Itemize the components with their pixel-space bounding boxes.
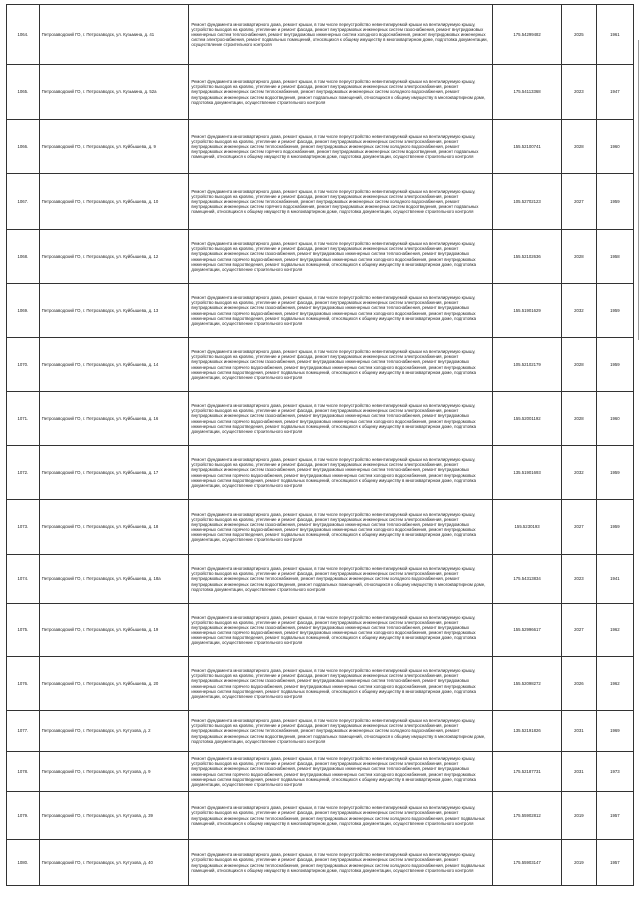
row-number: 1078. [7, 752, 40, 792]
row-built-year: 1962 [596, 604, 633, 657]
row-works-description: Ремонт фундамента многоквартирного дома, ремонт крыши, в том числе переустройство невентилируемой крыши на вентилируемую крышу, устройство выходов на кровлю, утепление и ремонт фасада, ремонт внутридомовых инженерных систем электроснабжения, ремонт внутридомовых инженерных систем газоснабжения, ремонт внутридомовых инженерных систем теплоснабжения, ремонт внутридомовых инженерных систем горячего водоснабжения, ремонт внутридомовых инженерных систем холодного водоснабжения, ремонт внутридомовых инженерных систем водоотведения, ремонт подвальных помещений, относящихся к общему имуществу в многоквартирном доме, подготовка документации, осуществление строительного контроля [189, 230, 493, 284]
row-cadastral-number: 155.52996617 [493, 604, 562, 657]
row-plan-year: 2023 [561, 65, 596, 120]
row-address: Петрозаводский ГО, г. Петрозаводск, ул. Куйбышева, д. 20 [39, 657, 189, 711]
row-address: Петрозаводский ГО, г. Петрозаводск, ул. Куйбышева, д. 10 [39, 174, 189, 230]
row-cadastral-number: 175.54299482 [493, 5, 562, 65]
table-row [7, 500, 634, 555]
table-row [7, 120, 634, 174]
row-works-description: Ремонт фундамента многоквартирного дома, ремонт крыши, в том числе переустройство невентилируемой крыши на вентилируемую крышу, устройство выходов на кровлю, утепление и ремонт фасада, ремонт внутридомовых инженерных систем электроснабжения, ремонт внутридомовых инженерных систем теплоснабжения, ремонт внутридомовых инженерных систем холодного водоснабжения, ремонт подвальных помещений, относящихся к общему имуществу в многоквартирном доме, подготовка документации, осуществление строительного контроля [189, 792, 493, 840]
row-cadastral-number: 175.55902812 [493, 792, 562, 840]
row-built-year: 1959 [596, 284, 633, 338]
row-built-year: 1959 [596, 500, 633, 555]
row-works-description: Ремонт фундамента многоквартирного дома, ремонт крыши, в том числе переустройство невентилируемой крыши на вентилируемую крышу, устройство выходов на кровлю, утепление и ремонт фасада, ремонт внутридомовых инженерных систем электроснабжения, ремонт внутридомовых инженерных систем теплоснабжения, ремонт внутридомовых инженерных систем холодного водоснабжения, ремонт внутридомовых инженерных систем водоотведения, ремонт подвальных помещений, относящихся к общему имуществу в многоквартирном доме, подготовка документации, осуществление строительного контроля [189, 711, 493, 752]
row-plan-year: 2028 [561, 338, 596, 392]
row-cadastral-number: 155.5230193 [493, 500, 562, 555]
register-sheet [6, 4, 636, 902]
row-built-year: 1957 [596, 792, 633, 840]
row-address: Петрозаводский ГО, г. Петрозаводск, ул. Кутузова, д. 9 [39, 752, 189, 792]
row-address: Петрозаводский ГО, г. Петрозаводск, ул. Кутузова, д. 39 [39, 792, 189, 840]
table-row [7, 752, 634, 792]
row-plan-year: 2031 [561, 752, 596, 792]
row-built-year: 1969 [596, 711, 633, 752]
register-table [6, 4, 634, 886]
table-row [7, 65, 634, 120]
row-plan-year: 2023 [561, 555, 596, 604]
row-built-year: 1961 [596, 5, 633, 65]
row-address: Петрозаводский ГО, г. Петрозаводск, ул. Куйбышева, д. 16 [39, 392, 189, 446]
row-works-description: Ремонт фундамента многоквартирного дома, ремонт крыши, в том числе переустройство невентилируемой крыши на вентилируемую крышу, устройство выходов на кровлю, утепление и ремонт фасада, ремонт внутридомовых инженерных систем электроснабжения, ремонт внутридомовых инженерных систем теплоснабжения, ремонт внутридомовых инженерных систем холодного водоснабжения, ремонт подвальных помещений, относящихся к общему имуществу в многоквартирном доме, подготовка документации, осуществление строительного контроля [189, 840, 493, 886]
row-number: 1068. [7, 230, 40, 284]
row-built-year: 1959 [596, 446, 633, 500]
row-cadastral-number: 135.52191826 [493, 711, 562, 752]
row-number: 1073. [7, 500, 40, 555]
row-cadastral-number: 155.52102636 [493, 230, 562, 284]
row-number: 1079. [7, 792, 40, 840]
row-works-description: Ремонт фундамента многоквартирного дома, ремонт крыши, в том числе переустройство невентилируемой крыши на вентилируемую крышу, устройство выходов на кровлю, утепление и ремонт фасада, ремонт внутридомовых инженерных систем электроснабжения, ремонт внутридомовых инженерных систем газоснабжения, ремонт внутридомовых инженерных систем теплоснабжения, ремонт внутридомовых инженерных систем горячего водоснабжения, ремонт внутридомовых инженерных систем холодного водоснабжения, ремонт внутридомовых инженерных систем водоотведения, ремонт подвальных помещений, относящихся к общему имуществу в многоквартирном доме, подготовка документации, осуществление строительного контроля [189, 657, 493, 711]
row-cadastral-number: 175.54313834 [493, 555, 562, 604]
row-built-year: 1960 [596, 120, 633, 174]
table-row [7, 230, 634, 284]
row-works-description: Ремонт фундамента многоквартирного дома, ремонт крыши, в том числе переустройство невентилируемой крыши на вентилируемую крышу, устройство выходов на кровлю, утепление и ремонт фасада, ремонт внутридомовых инженерных систем электроснабжения, ремонт внутридомовых инженерных систем газоснабжения, ремонт внутридомовых инженерных систем теплоснабжения, ремонт внутридомовых инженерных систем горячего водоснабжения, ремонт внутридомовых инженерных систем холодного водоснабжения, ремонт внутридомовых инженерных систем водоотведения, ремонт подвальных помещений, относящихся к общему имуществу в многоквартирном доме, подготовка документации, осуществление строительного контроля [189, 338, 493, 392]
row-number: 1064. [7, 5, 40, 65]
row-built-year: 1941 [596, 555, 633, 604]
table-row [7, 338, 634, 392]
table-row [7, 174, 634, 230]
row-works-description: Ремонт фундамента многоквартирного дома, ремонт крыши, в том числе переустройство невентилируемой крыши на вентилируемую крышу, устройство выходов на кровлю, утепление и ремонт фасада, ремонт внутридомовых инженерных систем электроснабжения, ремонт внутридомовых инженерных систем газоснабжения, ремонт внутридомовых инженерных систем теплоснабжения, ремонт внутридомовых инженерных систем горячего водоснабжения, ремонт внутридомовых инженерных систем холодного водоснабжения, ремонт внутридомовых инженерных систем водоотведения, ремонт подвальных помещений, относящихся к общему имуществу в многоквартирном доме, подготовка документации, осуществление строительного контроля [189, 752, 493, 792]
row-number: 1077. [7, 711, 40, 752]
row-cadastral-number: 155.51901629 [493, 284, 562, 338]
table-row [7, 392, 634, 446]
row-number: 1074. [7, 555, 40, 604]
row-number: 1076. [7, 657, 40, 711]
row-address: Петрозаводский ГО, г. Петрозаводск, ул. Куйбышева, д. 12 [39, 230, 189, 284]
row-plan-year: 2032 [561, 284, 596, 338]
row-cadastral-number: 135.51901693 [493, 446, 562, 500]
row-plan-year: 2032 [561, 446, 596, 500]
row-address: Петрозаводский ГО, г. Петрозаводск, ул. Кутузова, д. 40 [39, 840, 189, 886]
row-works-description: Ремонт фундамента многоквартирного дома, ремонт крыши, в том числе переустройство невентилируемой крыши на вентилируемую крышу, устройство выходов на кровлю, утепление и ремонт фасада, ремонт внутридомовых инженерных систем электроснабжения, ремонт внутридомовых инженерных систем газоснабжения, ремонт внутридомовых инженерных систем теплоснабжения, ремонт внутридомовых инженерных систем горячего водоснабжения, ремонт внутридомовых инженерных систем холодного водоснабжения, ремонт внутридомовых инженерных систем водоотведения, ремонт подвальных помещений, относящихся к общему имуществу в многоквартирном доме, подготовка документации, осуществление строительного контроля [189, 392, 493, 446]
row-works-description: Ремонт фундамента многоквартирного дома, ремонт крыши, в том числе переустройство невентилируемой крыши на вентилируемую крышу, устройство выходов на кровлю, утепление и ремонт фасада, ремонт внутридомовых инженерных систем электроснабжения, ремонт внутридомовых инженерных систем газоснабжения, ремонт внутридомовых инженерных систем теплоснабжения, ремонт внутридомовых инженерных систем горячего водоснабжения, ремонт внутридомовых инженерных систем холодного водоснабжения, ремонт внутридомовых инженерных систем водоотведения, ремонт подвальных помещений, относящихся к общему имуществу в многоквартирном доме, подготовка документации, осуществление строительного контроля [189, 604, 493, 657]
table-row [7, 657, 634, 711]
row-address: Петрозаводский ГО, г. Петрозаводск, ул. Куйбышева, д. 19 [39, 604, 189, 657]
row-plan-year: 2019 [561, 840, 596, 886]
row-plan-year: 2031 [561, 711, 596, 752]
row-number: 1080. [7, 840, 40, 886]
row-number: 1067. [7, 174, 40, 230]
row-built-year: 1959 [596, 338, 633, 392]
row-cadastral-number: 105.52702123 [493, 174, 562, 230]
table-row [7, 604, 634, 657]
row-works-description: Ремонт фундамента многоквартирного дома, ремонт крыши, в том числе переустройство невентилируемой крыши на вентилируемую крышу, устройство выходов на кровлю, утепление и ремонт фасада, ремонт внутридомовых инженерных систем электроснабжения, ремонт внутридомовых инженерных систем газоснабжения, ремонт внутридомовых инженерных систем теплоснабжения, ремонт внутридомовых инженерных систем горячего водоснабжения, ремонт внутридомовых инженерных систем холодного водоснабжения, ремонт внутридомовых инженерных систем водоотведения, ремонт подвальных помещений, относящихся к общему имуществу в многоквартирном доме, подготовка документации, осуществление строительного контроля [189, 500, 493, 555]
row-works-description: Ремонт фундамента многоквартирного дома, ремонт крыши, в том числе переустройство невентилируемой крыши на вентилируемую крышу, устройство выходов на кровлю, утепление и ремонт фасада, ремонт внутридомовых инженерных систем электроснабжения, ремонт внутридомовых инженерных систем теплоснабжения, ремонт внутридомовых инженерных систем холодного водоснабжения, ремонт внутридомовых инженерных систем горячего водоснабжения, ремонт внутридомовых инженерных систем водоотведения, ремонт подвальных помещений, относящихся к общему имуществу в многоквартирном доме, подготовка документации, осуществление строительного контроля [189, 120, 493, 174]
table-row [7, 446, 634, 500]
row-address: Петрозаводский ГО, г. Петрозаводск, ул. Куйбышева, д. 17 [39, 446, 189, 500]
row-address: Петрозаводский ГО, г. Петрозаводск, ул. Куйбышева, д. 18а [39, 555, 189, 604]
row-plan-year: 2027 [561, 174, 596, 230]
row-cadastral-number: 155.52098272 [493, 657, 562, 711]
row-address: Петрозаводский ГО, г. Петрозаводск, ул. Куйбышева, д. 9 [39, 120, 189, 174]
row-number: 1070. [7, 338, 40, 392]
row-number: 1069. [7, 284, 40, 338]
row-plan-year: 2028 [561, 230, 596, 284]
row-cadastral-number: 175.52187731 [493, 752, 562, 792]
table-row [7, 711, 634, 752]
row-works-description: Ремонт фундамента многоквартирного дома, ремонт крыши, в том числе переустройство невентилируемой крыши на вентилируемую крышу, устройство выходов на кровлю, утепление и ремонт фасада, ремонт внутридомовых инженерных систем электроснабжения, ремонт внутридомовых инженерных систем газоснабжения, ремонт внутридомовых инженерных систем теплоснабжения, ремонт внутридомовых инженерных систем горячего водоснабжения, ремонт внутридомовых инженерных систем холодного водоснабжения, ремонт внутридомовых инженерных систем водоотведения, ремонт подвальных помещений, относящихся к общему имуществу в многоквартирном доме, подготовка документации, осуществление строительного контроля [189, 284, 493, 338]
row-works-description: Ремонт фундамента многоквартирного дома, ремонт крыши, в том числе переустройство невентилируемой крыши на вентилируемую крышу, устройство выходов на кровлю, утепление и ремонт фасада, ремонт внутридомовых инженерных систем электроснабжения, ремонт внутридомовых инженерных систем газоснабжения, ремонт внутридомовых инженерных систем теплоснабжения, ремонт внутридомовых инженерных систем горячего водоснабжения, ремонт внутридомовых инженерных систем холодного водоснабжения, ремонт внутридомовых инженерных систем водоотведения, ремонт подвальных помещений, относящихся к общему имуществу в многоквартирном доме, подготовка документации, осуществление строительного контроля [189, 446, 493, 500]
table-row [7, 5, 634, 65]
row-address: Петрозаводский ГО, г. Петрозаводск, ул. Кузьмина, д. 52а [39, 65, 189, 120]
row-built-year: 1960 [596, 392, 633, 446]
row-works-description: Ремонт фундамента многоквартирного дома, ремонт крыши, в том числе переустройство невентилируемой крыши на вентилируемую крышу, устройство выходов на кровлю, утепление и ремонт фасада, ремонт внутридомовых инженерных систем электроснабжения, ремонт внутридомовых инженерных систем теплоснабжения, ремонт внутридомовых инженерных систем холодного водоснабжения, ремонт внутридомовых инженерных систем горячего водоснабжения, ремонт внутридомовых инженерных систем водоотведения, ремонт подвальных помещений, относящихся к общему имуществу в многоквартирном доме, подготовка документации, осуществление строительного контроля [189, 174, 493, 230]
row-number: 1071. [7, 392, 40, 446]
table-row [7, 792, 634, 840]
row-address: Петрозаводский ГО, г. Петрозаводск, ул. Кузьмина, д. 41 [39, 5, 189, 65]
register-table-body [7, 5, 634, 886]
row-plan-year: 2025 [561, 5, 596, 65]
row-built-year: 1947 [596, 65, 633, 120]
row-plan-year: 2019 [561, 792, 596, 840]
row-built-year: 1957 [596, 840, 633, 886]
row-plan-year: 2026 [561, 657, 596, 711]
row-built-year: 1973 [596, 752, 633, 792]
row-address: Петрозаводский ГО, г. Петрозаводск, ул. Куйбышева, д. 18 [39, 500, 189, 555]
row-plan-year: 2028 [561, 392, 596, 446]
row-cadastral-number: 175.54113368 [493, 65, 562, 120]
row-works-description: Ремонт фундамента многоквартирного дома, ремонт крыши, в том числе переустройство невентилируемой крыши на вентилируемую крышу, устройство выходов на кровлю, утепление и ремонт фасада, ремонт внутридомовых инженерных систем электроснабжения, ремонт внутридомовых инженерных систем теплоснабжения, ремонт внутридомовых инженерных систем холодного водоснабжения, ремонт внутридомовых инженерных систем водоотведения, ремонт подвальных помещений, относящихся к общему имуществу в многоквартирном доме, подготовка документации, осуществление строительного контроля [189, 555, 493, 604]
row-built-year: 1958 [596, 230, 633, 284]
row-works-description: Ремонт фундамента многоквартирного дома, ремонт крыши, в том числе переустройство невентилируемой крыши на вентилируемую крышу, устройство выходов на кровлю, утепление и ремонт фасада, ремонт внутридомовых инженерных систем газоснабжения, ремонт внутридомовых инженерных систем теплоснабжения, ремонт внутридомовых инженерных систем холодного водоснабжения, ремонт внутридомовых инженерных систем электроснабжения, ремонт подвальных помещений, относящихся к общему имуществу в многоквартирном доме, подготовка документации, осуществление строительного контроля [189, 5, 493, 65]
row-cadastral-number: 155.52100741 [493, 120, 562, 174]
row-plan-year: 2028 [561, 120, 596, 174]
row-cadastral-number: 155.52001192 [493, 392, 562, 446]
row-cadastral-number: 175.55903147 [493, 840, 562, 886]
row-built-year: 1962 [596, 657, 633, 711]
row-cadastral-number: 105.52102179 [493, 338, 562, 392]
row-address: Петрозаводский ГО, г. Петрозаводск, ул. Куйбышева, д. 14 [39, 338, 189, 392]
table-row [7, 284, 634, 338]
row-number: 1066. [7, 120, 40, 174]
row-works-description: Ремонт фундамента многоквартирного дома, ремонт крыши, в том числе переустройство невентилируемой крыши на вентилируемую крышу, устройство выходов на кровлю, утепление и ремонт фасада, ремонт внутридомовых инженерных систем электроснабжения, ремонт внутридомовых инженерных систем теплоснабжения, ремонт внутридомовых инженерных систем холодного водоснабжения, ремонт внутридомовых инженерных систем водоотведения, ремонт подвальных помещений, относящихся к общему имуществу в многоквартирном доме, подготовка документации, осуществление строительного контроля [189, 65, 493, 120]
row-number: 1075. [7, 604, 40, 657]
row-address: Петрозаводский ГО, г. Петрозаводск, ул. Куйбышева, д. 13 [39, 284, 189, 338]
row-built-year: 1959 [596, 174, 633, 230]
row-number: 1065. [7, 65, 40, 120]
table-row [7, 840, 634, 886]
row-address: Петрозаводский ГО, г. Петрозаводск, ул. Кутузова, д. 2 [39, 711, 189, 752]
row-plan-year: 2027 [561, 604, 596, 657]
table-row [7, 555, 634, 604]
scan-edge-line [636, 40, 639, 340]
row-plan-year: 2027 [561, 500, 596, 555]
row-number: 1072. [7, 446, 40, 500]
